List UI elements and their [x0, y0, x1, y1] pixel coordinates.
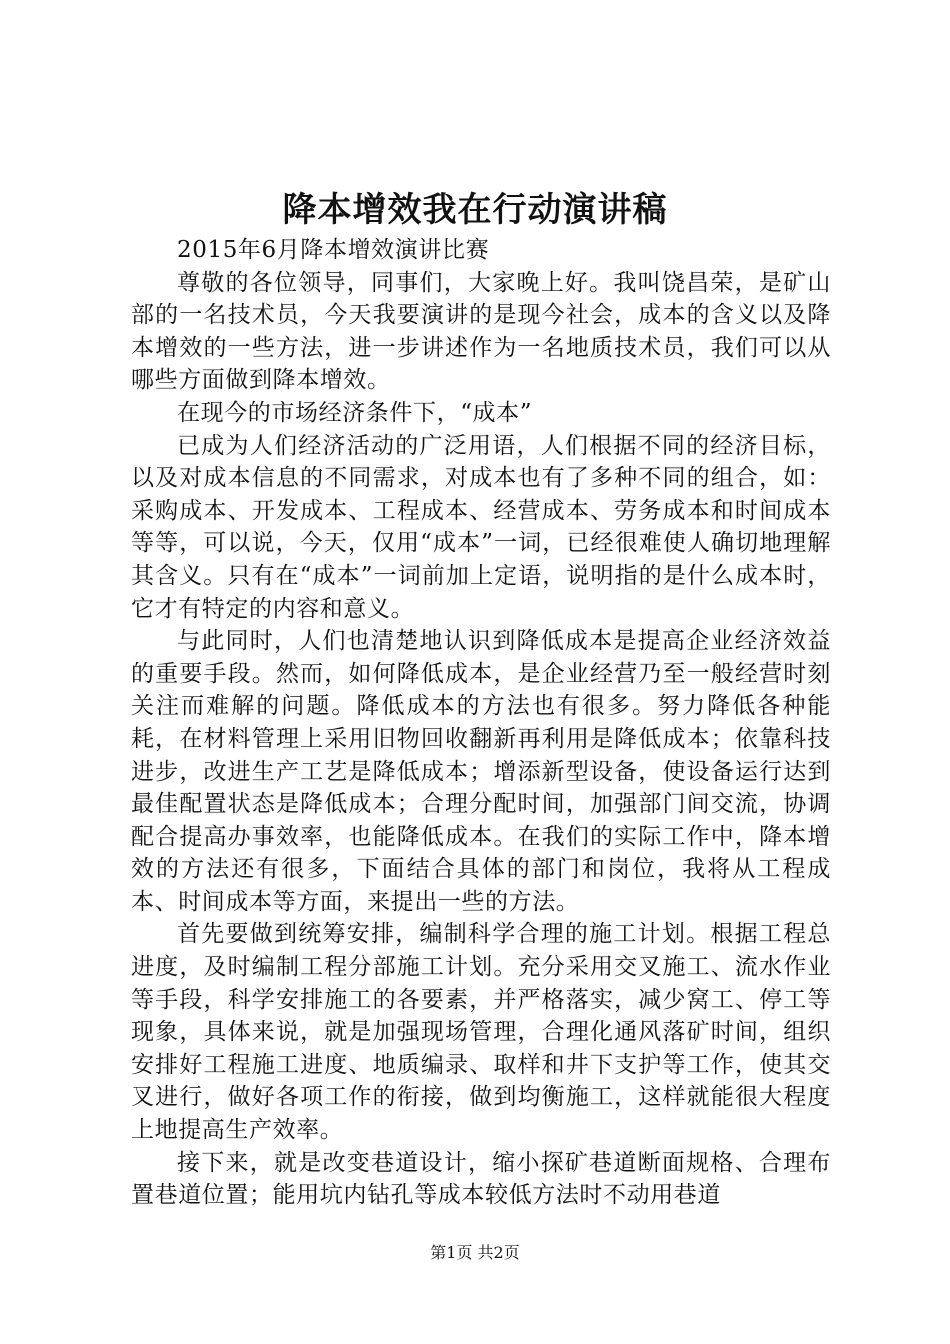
paragraph: 已成为人们经济活动的广泛用语，人们根据不同的经济目标，以及对成本信息的不同需求，对成本也有了多种不同的组合，如：采购成本、开发成本、工程成本、经营成本、劳务成本和时间成本等等，可以说，今天，仅用“成本”一词，已经很难使人确切地理解其含义。只有在“成本”一词前加上定语，说明指的是什么成本时，它才有特定的内容和意义。 [131, 432, 831, 622]
document-body [131, 234, 831, 1212]
document-title: 降本增效我在行动演讲稿 [282, 190, 668, 230]
page-footer: 第1页 共2页 [430, 1243, 520, 1262]
paragraph: 在现今的市场经济条件下，“成本” [177, 399, 533, 426]
paragraph: 接下来，就是改变巷道设计，缩小探矿巷道断面规格、合理布置巷道位置；能用坑内钻孔等成本较低方法时不动用巷道 [131, 1149, 831, 1209]
paragraph: 尊敬的各位领导，同事们，大家晚上好。我叫饶昌荣，是矿山部的一名技术员，今天我要演讲的是现今社会，成本的含义以及降本增效的一些方法，进一步讲述作为一名地质技术员，我们可以从哪些方面做到降本增效。 [131, 269, 831, 394]
paragraph-subtitle: 2015年6月降本增效演讲比赛 [177, 237, 490, 263]
paragraph: 与此同时，人们也清楚地认识到降低成本是提高企业经济效益的重要手段。然而，如何降低成本，是企业经营乃至一般经营时刻关注而难解的问题。降低成本的方法也有很多。努力降低各种能耗，在材料管理上采用旧物回收翻新再利用是降低成本；依靠科技进步，改进生产工艺是降低成本；增添新型设备，使设备运行达到最佳配置状态是降低成本；合理分配时间，加强部门间交流，协调配合提高办事效率，也能降低成本。在我们的实际工作中，降本增效的方法还有很多，下面结合具体的部门和岗位，我将从工程成本、时间成本等方面，来提出一些的方法。 [131, 628, 831, 915]
paragraph: 首先要做到统筹安排，编制科学合理的施工计划。根据工程总进度，及时编制工程分部施工计划。充分采用交叉施工、流水作业等手段，科学安排施工的各要素，并严格落实，减少窝工、停工等现象，具体来说，就是加强现场管理，合理化通风落矿时间，组织安排好工程施工进度、地质编录、取样和井下支护等工作，使其交叉进行，做好各项工作的衔接，做到均衡施工，这样就能很大程度上地提高生产效率。 [131, 921, 831, 1144]
